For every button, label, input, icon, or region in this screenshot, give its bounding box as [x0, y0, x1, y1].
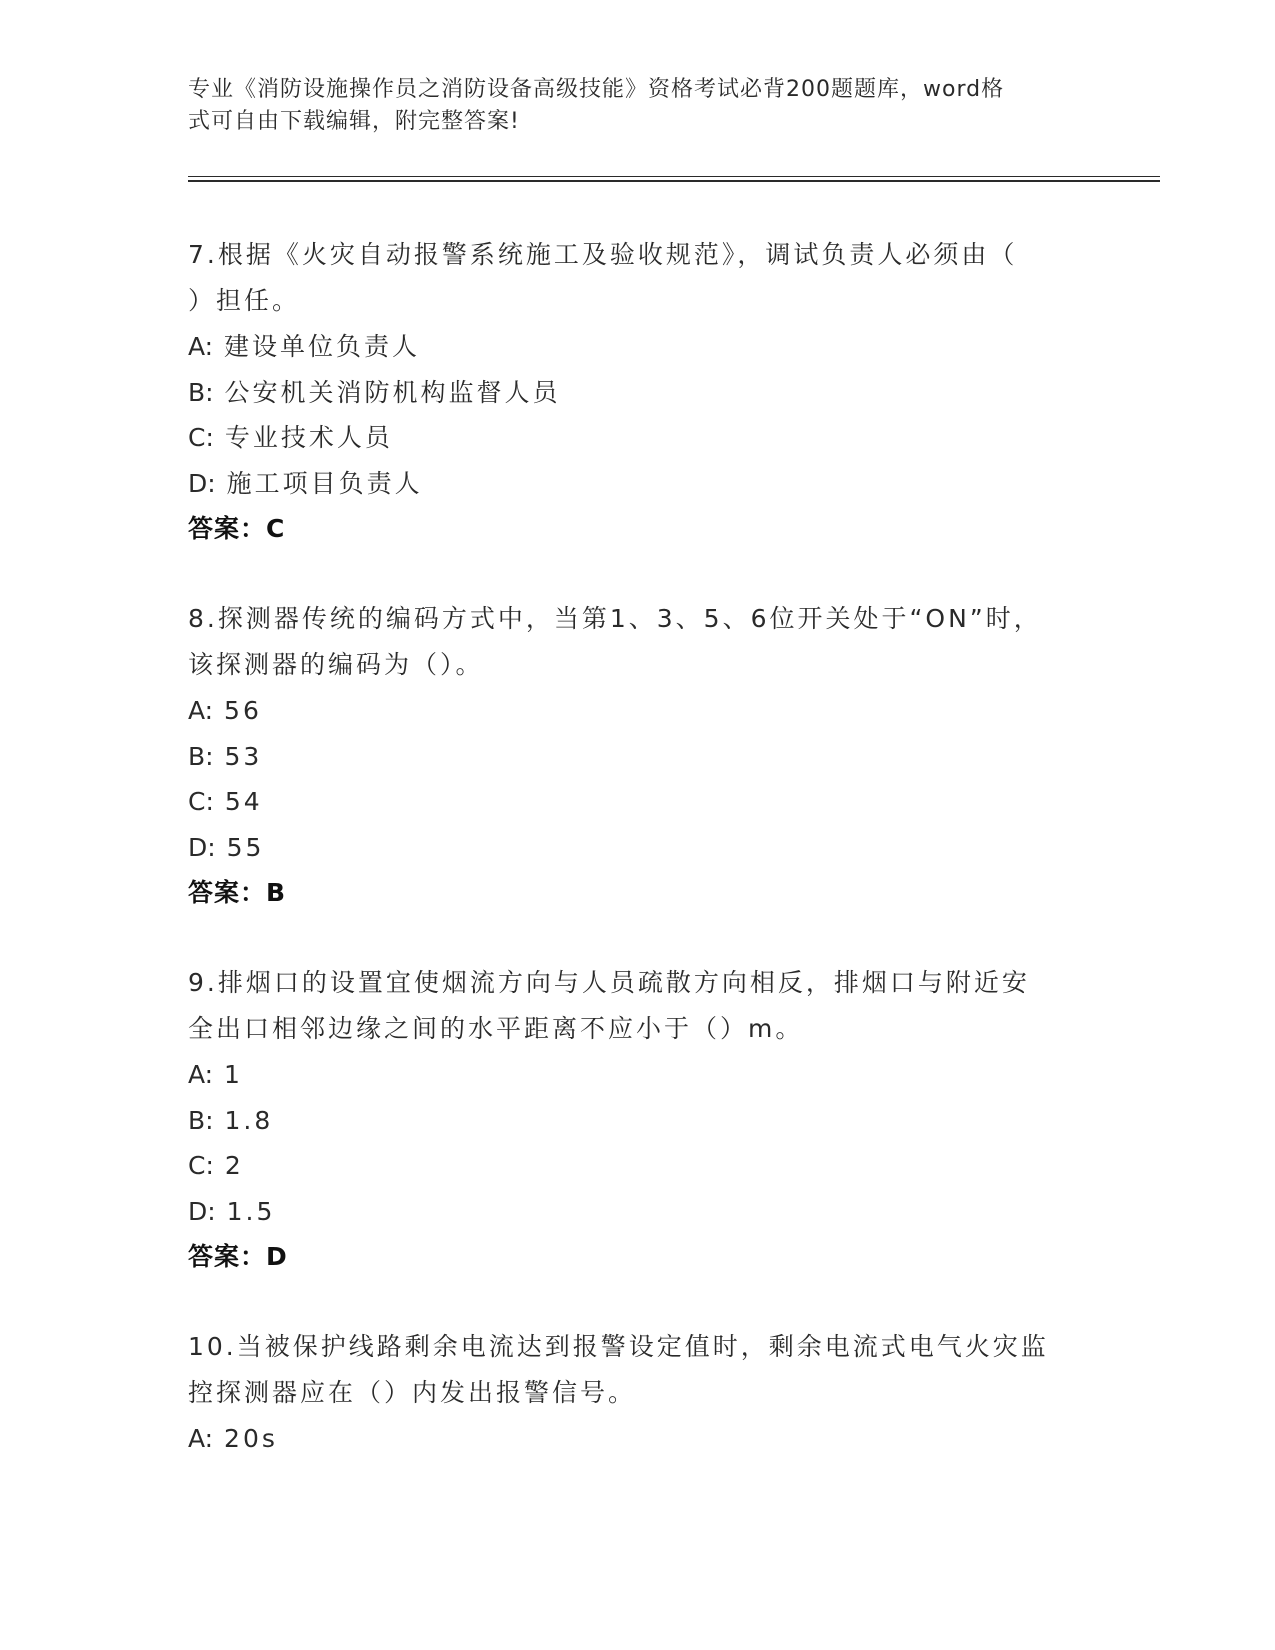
answer-line: 答案：B: [188, 878, 287, 907]
question-line-2: ）担任。: [188, 286, 301, 315]
option-text: 1.5: [226, 1196, 276, 1226]
option-key: D:: [188, 832, 216, 862]
option-text: 施工项目负责人: [226, 468, 423, 498]
option-key: B:: [188, 1105, 214, 1135]
header-rule-thin: [188, 176, 1160, 177]
question-text: [188, 232, 1088, 324]
question-line-1: 10.当被保护线路剩余电流达到报警设定值时，剩余电流式电气火灾监: [188, 1332, 1049, 1361]
option-text: 2: [224, 1151, 244, 1180]
question-10: [188, 1324, 1088, 1462]
header-line-1: 专业《消防设施操作员之消防设备高级技能》资格考试必背200题题库，word格: [188, 77, 1005, 102]
answer-line: 答案：C: [188, 514, 286, 543]
option-key: B:: [188, 741, 214, 771]
question-line-1: 8.探测器传统的编码方式中，当第1、3、5、6位开关处于“ON”时，: [188, 604, 1042, 633]
option-key: A:: [188, 332, 214, 361]
document-header: [188, 74, 1078, 138]
option-text: 53: [224, 741, 263, 771]
option-key: C:: [188, 423, 214, 452]
option-text: 55: [226, 832, 265, 862]
option-text: 1: [224, 1060, 243, 1089]
question-text: [188, 1324, 1088, 1416]
option-key: D:: [188, 468, 216, 498]
option-text: 1.8: [224, 1105, 274, 1135]
answer-line: 答案：D: [188, 1242, 288, 1271]
option-key: A:: [188, 696, 214, 725]
option-b: [188, 734, 1088, 780]
option-b: [188, 370, 1088, 416]
question-list: [188, 232, 1088, 1506]
question-line-1: 7.根据《火灾自动报警系统施工及验收规范》，调试负责人必须由（: [188, 240, 1018, 269]
question-line-2: 全出口相邻边缘之间的水平距离不应小于（）m。: [188, 1014, 804, 1043]
option-d: [188, 1189, 1088, 1235]
option-a: [188, 324, 1088, 370]
option-a: [188, 688, 1088, 734]
option-key: B:: [188, 377, 214, 407]
question-line-2: 控探测器应在（）内发出报警信号。: [188, 1378, 637, 1407]
question-line-2: 该探测器的编码为（）。: [188, 650, 484, 679]
option-key: A:: [188, 1424, 214, 1453]
option-b: [188, 1098, 1088, 1144]
question-8: [188, 596, 1088, 916]
option-key: A:: [188, 1060, 214, 1089]
option-key: C:: [188, 1151, 214, 1180]
option-d: [188, 461, 1088, 507]
option-key: D:: [188, 1196, 216, 1226]
option-text: 专业技术人员: [224, 423, 393, 452]
question-text: [188, 596, 1088, 688]
option-text: 建设单位负责人: [224, 332, 421, 361]
option-text: 20s: [224, 1424, 278, 1453]
option-text: 公安机关消防机构监督人员: [224, 377, 561, 407]
option-a: [188, 1052, 1088, 1098]
question-text: [188, 960, 1088, 1052]
header-rule-thick: [188, 180, 1160, 182]
question-line-1: 9.排烟口的设置宜使烟流方向与人员疏散方向相反，排烟口与附近安: [188, 968, 1030, 997]
option-c: [188, 1143, 1088, 1189]
question-7: [188, 232, 1088, 552]
option-key: C:: [188, 787, 214, 816]
option-a: [188, 1416, 1088, 1462]
option-text: 54: [224, 787, 263, 816]
question-9: [188, 960, 1088, 1280]
option-c: [188, 779, 1088, 825]
option-c: [188, 415, 1088, 461]
option-text: 56: [224, 696, 262, 725]
option-d: [188, 825, 1088, 871]
header-line-2: 式可自由下载编辑，附完整答案!: [188, 109, 520, 134]
